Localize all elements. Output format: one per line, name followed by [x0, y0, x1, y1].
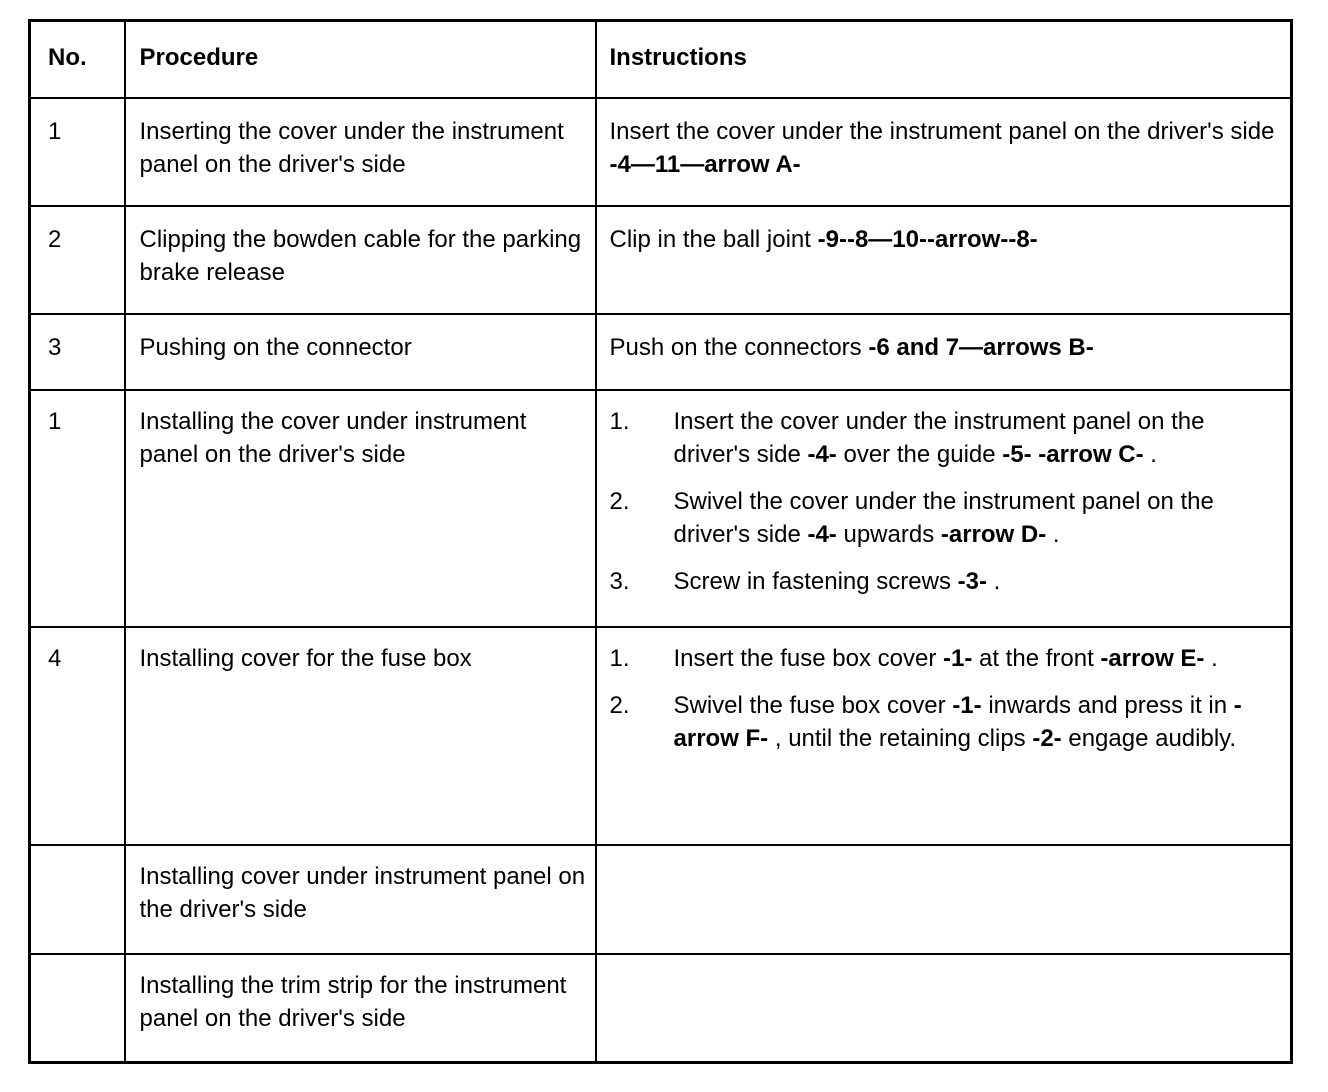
table-row — [30, 627, 1292, 845]
table-row — [30, 98, 1292, 206]
row-number: 4 — [30, 627, 125, 845]
step-reference: -4- — [807, 440, 837, 468]
instruction-reference: -9--8—10--arrow--8- — [817, 225, 1038, 253]
row-instructions — [596, 627, 1292, 845]
instruction-reference: -4—11—arrow A- — [609, 150, 801, 178]
row-number: 2 — [30, 206, 125, 314]
row-procedure: Inserting the cover under the instrument panel on the driver's side — [125, 98, 596, 206]
list-item — [610, 565, 1283, 598]
table-row — [30, 390, 1292, 627]
step-reference: -1- — [942, 644, 973, 672]
row-procedure: Installing the cover under instrument panel on the driver's side — [125, 390, 596, 627]
table-row — [30, 954, 1292, 1063]
instruction-steps — [610, 405, 1283, 598]
step-number: 1. — [609, 644, 630, 672]
row-number — [30, 845, 125, 954]
step-text: . — [1143, 440, 1157, 468]
instruction-text: Push on the connectors — [609, 333, 869, 361]
step-text: Screw in fastening screws — [673, 567, 958, 595]
step-text: . — [1204, 644, 1218, 672]
list-item — [610, 642, 1283, 675]
step-number: 2. — [609, 487, 630, 515]
step-text: inwards and press it in — [981, 691, 1234, 719]
step-reference: -arrow F- — [673, 691, 1242, 752]
row-procedure: Pushing on the connector — [125, 314, 596, 390]
row-instructions — [596, 98, 1292, 206]
row-instructions — [596, 845, 1292, 954]
row-procedure: Installing cover for the fuse box — [125, 627, 596, 845]
step-text: Swivel the cover under the instrument panel on the driver's side — [673, 487, 1214, 548]
step-reference: -arrow D- — [940, 520, 1047, 548]
row-number: 1 — [30, 98, 125, 206]
row-procedure: Installing the trim strip for the instrument panel on the driver's side — [125, 954, 596, 1063]
step-reference: -arrow C- — [1038, 440, 1144, 468]
instruction-steps — [610, 642, 1283, 755]
list-item — [610, 485, 1283, 551]
step-text: over the guide — [836, 440, 1003, 468]
step-text: . — [1046, 520, 1060, 548]
row-number: 3 — [30, 314, 125, 390]
row-instructions — [596, 954, 1292, 1063]
step-text: , until the retaining clips — [768, 724, 1033, 752]
step-number: 3. — [609, 567, 630, 595]
header-row — [30, 21, 1292, 98]
step-number: 2. — [609, 691, 630, 719]
step-number: 1. — [609, 407, 630, 435]
row-procedure: Clipping the bowden cable for the parking brake release — [125, 206, 596, 314]
row-number: 1 — [30, 390, 125, 627]
instruction-reference: -6 and 7—arrows B- — [868, 333, 1094, 361]
step-text: Swivel the fuse box cover — [673, 691, 953, 719]
step-text: . — [986, 567, 1001, 595]
step-reference: -5- — [1002, 440, 1032, 468]
row-instructions — [596, 390, 1292, 627]
step-text: upwards — [836, 520, 941, 548]
row-instructions — [596, 206, 1292, 314]
procedure-table — [28, 19, 1293, 1064]
row-procedure: Installing cover under instrument panel on the driver's side — [125, 845, 596, 954]
row-instructions — [596, 314, 1292, 390]
step-reference: -arrow E- — [1100, 644, 1205, 672]
step-text: Insert the fuse box cover — [673, 644, 943, 672]
step-text: engage audibly. — [1061, 724, 1237, 752]
header-instructions: Instructions — [596, 21, 1292, 98]
step-reference: -3- — [957, 567, 987, 595]
step-reference: -1- — [952, 691, 982, 719]
step-text: at the front — [972, 644, 1101, 672]
list-item — [610, 405, 1283, 471]
header-no: No. — [30, 21, 125, 98]
header-procedure: Procedure — [125, 21, 596, 98]
step-text: Insert the cover under the instrument panel on the driver's side — [673, 407, 1205, 468]
step-reference: -2- — [1032, 724, 1062, 752]
row-number — [30, 954, 125, 1063]
instruction-text: Insert the cover under the instrument panel on the driver's side — [609, 117, 1275, 145]
list-item — [610, 689, 1283, 755]
instruction-text: Clip in the ball joint — [609, 225, 818, 253]
step-reference: -4- — [807, 520, 837, 548]
table-row — [30, 314, 1292, 390]
table-row — [30, 206, 1292, 314]
table-row — [30, 845, 1292, 954]
